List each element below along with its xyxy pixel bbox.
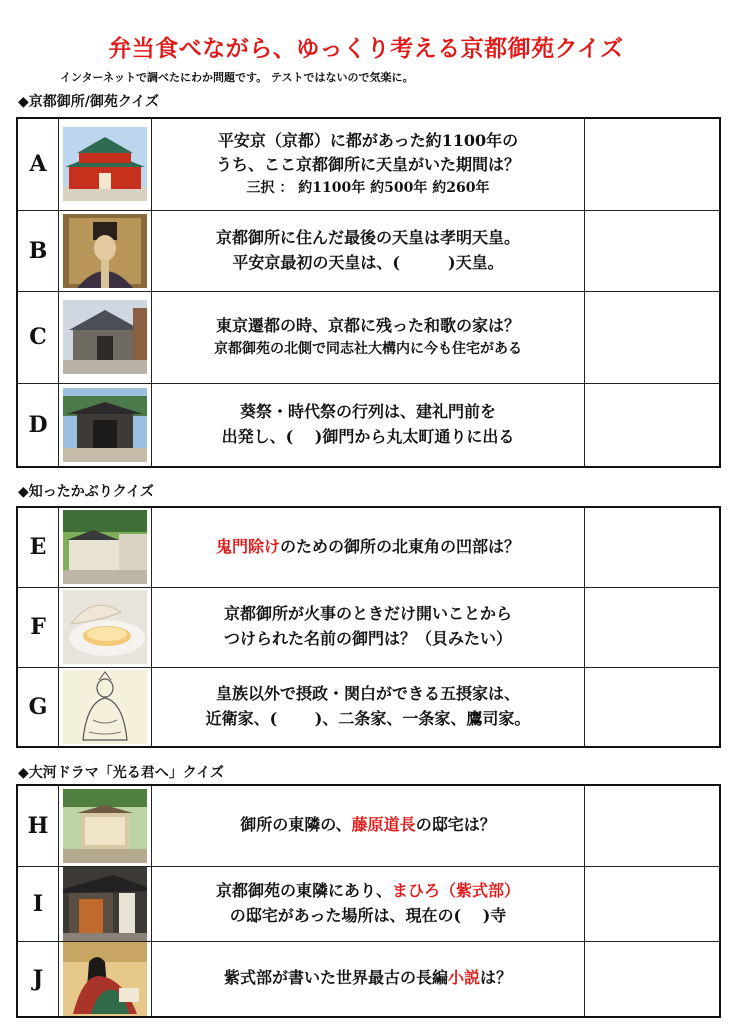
highlight-text: 鬼門除け <box>215 536 280 556</box>
page-title: 弁当食べながら、ゆっくり考える京都御苑クイズ <box>108 35 624 62</box>
table-row <box>17 587 720 667</box>
question-letter: D <box>17 383 59 467</box>
question-text <box>152 785 585 866</box>
question-text-segment: 東京遷都の時、京都に残った和歌の家は？ <box>215 315 520 335</box>
question-text-segment: は？ <box>480 968 513 988</box>
question-text-segment: 近衛家、( )、二条家、一条家、鷹司家。 <box>205 708 531 728</box>
question-text <box>152 210 585 291</box>
noble-residence-gate-image <box>63 300 147 374</box>
question-text <box>152 291 585 383</box>
question-text <box>152 118 585 210</box>
heian-shrine-gate-image <box>63 127 147 201</box>
question-text-segment: 出発し、( )御門から丸太町通りに出る <box>221 426 515 446</box>
answer-box[interactable] <box>585 941 721 1017</box>
question-photo-cell <box>59 667 152 747</box>
question-text-segment: 平安京最初の天皇は、( )天皇。 <box>232 252 504 272</box>
question-photo-cell <box>59 291 152 383</box>
question-text-segment: のための御所の北東角の凹部は？ <box>280 536 521 556</box>
table-row <box>17 785 720 866</box>
section-heading: ◆京都御所/御苑クイズ <box>18 94 160 110</box>
temple-gate-image <box>63 867 147 941</box>
murasaki-shikibu-painting-image <box>63 942 147 1016</box>
quiz-table <box>16 506 721 748</box>
answer-box[interactable] <box>585 210 721 291</box>
question-text-segment: つけられた名前の御門は？（貝みたい） <box>223 629 512 648</box>
table-row <box>17 210 720 291</box>
quiz-table <box>16 784 721 1018</box>
table-row <box>17 667 720 747</box>
question-text <box>152 507 585 587</box>
emperor-portrait-image <box>63 214 147 288</box>
question-text <box>152 383 585 467</box>
question-letter: E <box>17 507 59 587</box>
table-row <box>17 383 720 467</box>
question-text-segment: うち、ここ京都御所に天皇がいた期間は？ <box>215 155 520 175</box>
question-text <box>152 667 585 747</box>
question-letter: C <box>17 291 59 383</box>
question-photo-cell <box>59 507 152 587</box>
question-letter: J <box>17 941 59 1017</box>
table-row <box>17 118 720 210</box>
question-text <box>152 587 585 667</box>
table-row <box>17 291 720 383</box>
question-text-segment: 京都御苑の東隣にあり、 <box>215 880 392 900</box>
quiz-table <box>16 117 721 468</box>
question-text-segment: の邸宅があった場所は、現在の( )寺 <box>229 905 507 925</box>
answer-box[interactable] <box>585 866 721 941</box>
question-text-segment: の邸宅は？ <box>415 815 496 835</box>
question-photo-cell <box>59 941 152 1017</box>
wooden-sign-image <box>63 789 147 863</box>
question-letter: H <box>17 785 59 866</box>
table-row <box>17 866 720 941</box>
question-photo-cell <box>59 383 152 467</box>
question-photo-cell <box>59 210 152 291</box>
question-text-segment: 御所の東隣の、 <box>240 815 352 835</box>
answer-box[interactable] <box>585 383 721 467</box>
question-text-segment: 京都御所が火事のときだけ開いことから <box>223 604 512 624</box>
question-text-segment: 三択 ： 約1100年 約500年 約260年 <box>246 180 490 197</box>
question-text-segment: 京都御所に住んだ最後の天皇は孝明天皇。 <box>215 227 520 247</box>
question-text-segment: 葵祭・時代祭の行列は、建礼門前を <box>239 401 496 421</box>
highlight-text: 藤原道長 <box>351 815 416 835</box>
answer-box[interactable] <box>585 587 721 667</box>
regent-drawing-image <box>63 670 147 744</box>
question-letter: B <box>17 210 59 291</box>
question-text <box>152 941 585 1017</box>
page-subtitle: インターネットで調べたにわか問題です。 テストではないので気楽に。 <box>60 71 414 84</box>
question-text-segment: 皇族以外で摂政・関白ができる五摂家は、 <box>215 683 520 703</box>
highlight-text: 小説 <box>447 968 480 988</box>
answer-box[interactable] <box>585 667 721 747</box>
question-letter: A <box>17 118 59 210</box>
question-text-segment: 平安京（京都）に都があった約1100年の <box>217 130 519 150</box>
question-photo-cell <box>59 866 152 941</box>
question-photo-cell <box>59 118 152 210</box>
question-letter: I <box>17 866 59 941</box>
answer-box[interactable] <box>585 118 721 210</box>
question-photo-cell <box>59 587 152 667</box>
answer-box[interactable] <box>585 507 721 587</box>
question-letter: F <box>17 587 59 667</box>
table-row <box>17 941 720 1017</box>
imperial-gate-image <box>63 388 147 462</box>
question-photo-cell <box>59 785 152 866</box>
section-heading: ◆知ったかぶりクイズ <box>18 484 154 500</box>
highlight-text: まひろ（紫式部） <box>392 880 521 900</box>
question-text <box>152 866 585 941</box>
table-row <box>17 507 720 587</box>
answer-box[interactable] <box>585 785 721 866</box>
question-letter: G <box>17 667 59 747</box>
question-text-segment: 京都御苑の北側で同志社大構内に今も住宅がある <box>214 340 522 357</box>
recessed-wall-corner-image <box>63 510 147 584</box>
section-heading: ◆大河ドラマ「光る君へ」クイズ <box>18 765 224 781</box>
question-text-segment: 紫式部が書いた世界最古の長編 <box>223 968 448 988</box>
answer-box[interactable] <box>585 291 721 383</box>
clam-shell-sweets-image <box>63 590 147 664</box>
